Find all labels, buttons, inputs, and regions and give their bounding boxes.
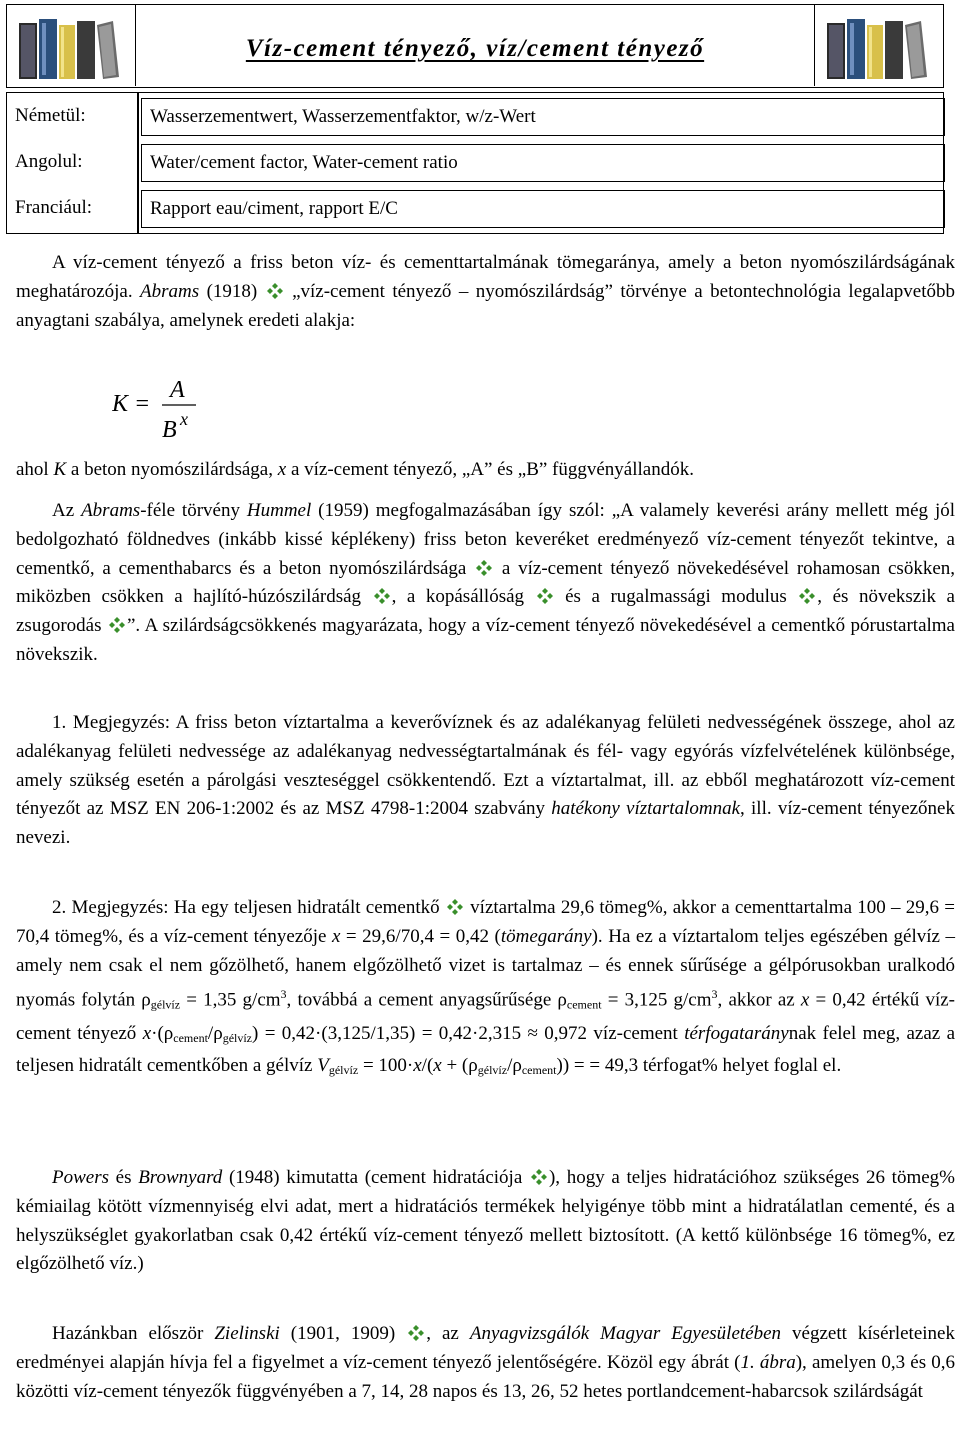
formula-explanation: ahol K a beton nyomószilárdsága, x a víz-cement tényező, „A” és „B” függvényállandók. xyxy=(16,459,694,480)
zielinski-paragraph: Hazánkban először Zielinski (1901, 1909) , az Anyagvizsgálók Magyar Egyesületében végzett kísérleteinek eredményei alapján hívja fel a figyelmet a víz-cement tényező jelentőségére. Közöl egy ábrát (1. ábra), amelyen 0,3 és 0,6 közötti víz-cement tényezők függvényében a 7, 14, 28 napos és 13, 26, 52 hetes portlandcement-habarcsok szilárdságát xyxy=(16,1323,956,1402)
diamond-link-icon[interactable] xyxy=(374,588,390,604)
diamond-link-icon[interactable] xyxy=(476,560,492,576)
diamond-link-icon[interactable] xyxy=(447,899,463,915)
formula-denominator: B xyxy=(162,417,177,443)
lang-value-english: Water/cement factor, Water-cement ratio xyxy=(141,144,945,182)
lang-label-english: Angolul: xyxy=(15,151,83,172)
formula-exponent: x xyxy=(180,409,188,429)
formula-lhs: K xyxy=(112,391,129,417)
note-1-paragraph: 1. Megjegyzés: A friss beton víztartalma a keverővíznek és az adalékanyag felületi nedvességének összege, ahol az adalékanyag felületi nedvessége az adalékanyag nedvességtartalmának és fél- vagy egyórás vízfelvételének különbsége, amely szükség esetén a párolgási veszteséggel csökkentendő. Ezt a víztartalmat, ill. az ebből meghatározott víz-cement tényezőt az MSZ EN 206-1:2002 és az MSZ 4798-1:2004 szabvány hatékony víztartalomnak, ill. víz-cement tényezőnek nevezi. xyxy=(16,712,955,849)
translation-table xyxy=(6,92,944,234)
page-title: Víz-cement tényező, víz/cement tényező xyxy=(245,35,705,62)
books-icon xyxy=(823,11,933,81)
header-right-cell xyxy=(814,5,943,86)
books-icon xyxy=(15,11,125,81)
abrams-formula xyxy=(112,373,232,456)
diamond-link-icon[interactable] xyxy=(109,617,125,633)
formula-numerator: A xyxy=(170,377,185,403)
diamond-link-icon[interactable] xyxy=(408,1325,424,1341)
hummel-paragraph: Az Abrams-féle törvény Hummel (1959) megfogalmazásában így szól: „A valamely keverési arány mellett még jól bedolgozható földnedves (inkább kissé képlékeny) friss beton keveréket eredményező víz-cement tényezőt tekintve, a cementkő, a cementhabarcs és a beton nyomószilárdsága a víz-cement tényező növekedésével rohamosan csökken, miközben csökken a hajlító-húzószilárdság , a kopásállóság és a rugalmassági modulus , és növekszik a zsugorodás ”. A szilárdságcsökkenés magyarázata, hogy a víz-cement tényező növekedésével a cementkő pórustartalma növekszik. xyxy=(16,500,956,665)
lang-value-german: Wasserzementwert, Wasserzementfaktor, w/z-Wert xyxy=(141,98,945,136)
note-2-paragraph: 2. Megjegyzés: Ha egy teljesen hidratált cementkő víztartalma 29,6 tömeg%, akkor a cementtartalma 100 – 29,6 = 70,4 tömeg%, és a víz-cement tényezője x = 29,6/70,4 = 0,42 (tömegarány). Ha ez a víztartalom teljes egészében gélvíz – amely nem csak el nem gőzölhető, hanem elgőzölhető vizet is tartalmaz – és ennek sűrűsége a gélpórusokban uralkodó nyomás folytán $\rho_{gélvíz} = 1,35$ $g/cm^3$, továbbá a cement anyagsűrűsége $\rho_{cement} = 3,125$ $g/cm^3$, akkor az x = 0,42 értékű víz-cement tényező $x\cdot(\rho_{cement}/\rho_{gélvíz}) = 0,42\cdot(3,125/1,35) = 0,42\cdot 2,315 \approx 0,972$ víz-cement térfogataránynak felel meg, azaz a teljesen hidratált cementkőben a gélvíz $V_{gélvíz} = 100\cdot x/(x + (\rho_{gélvíz}/\rho_{cement}))$ = = 49,3 térfogat% helyet foglal el. xyxy=(16,897,956,1078)
lang-label-french: Franciául: xyxy=(15,197,93,218)
lang-value-french: Rapport eau/ciment, rapport E/C xyxy=(141,190,945,228)
document-header xyxy=(6,4,944,88)
definition-paragraph: A víz-cement tényező a friss beton víz- és cementtartalmának tömegaránya, amely a beton nyomószilárdságának meghatározója. Abrams (1918) „víz-cement tényező – nyomószilárdság” törvénye a betontechnológia legalapvetőbb anyagtani szabálya, amelynek eredeti alakja: xyxy=(16,252,955,331)
diamond-link-icon[interactable] xyxy=(537,588,553,604)
header-title-cell xyxy=(137,5,813,86)
lang-label-german: Németül: xyxy=(15,105,86,126)
diamond-link-icon[interactable] xyxy=(799,588,815,604)
svg-text:=: = xyxy=(134,391,151,417)
diamond-link-icon[interactable] xyxy=(267,283,283,299)
header-left-cell xyxy=(7,5,136,86)
diamond-link-icon[interactable] xyxy=(531,1169,547,1185)
powers-brownyard-paragraph: Powers és Brownyard (1948) kimutatta (cement hidratációja ), hogy a teljes hidratációhoz szükséges 26 tömeg% kémiailag kötött vízmennyiség elvi adat, mert a hidratációs termékek helyigénye több mint a hidratálatlan cementé, és a helyszükséglet gyakorlatban csak 0,42 értékű víz-cement tényező mellett biztosított. (A kettő különbsége 16 tömeg%, ez elgőzölhető víz.) xyxy=(16,1167,955,1275)
